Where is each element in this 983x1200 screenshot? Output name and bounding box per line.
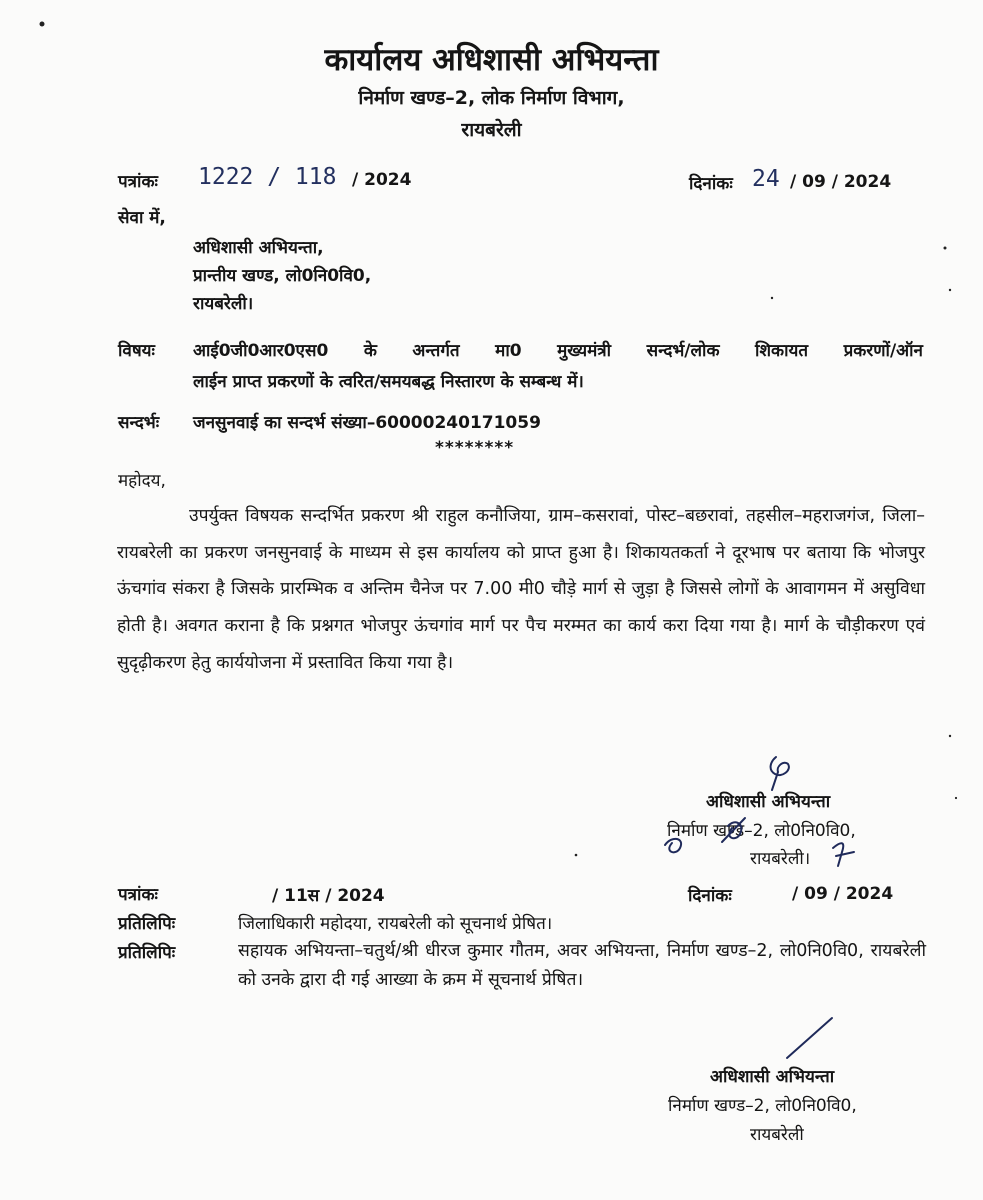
- endorsement-date-value: / 09 / 2024: [792, 884, 894, 904]
- ref-handwritten-number: 1222 / 118: [198, 164, 337, 190]
- date-handwritten-day: 24: [752, 166, 780, 192]
- endorsement-date-label: दिनांकः: [688, 886, 732, 906]
- office-title: कार्यालय अधिशासी अभियन्ता: [324, 42, 659, 78]
- ref-year: / 2024: [352, 170, 412, 190]
- separator-stars: ********: [435, 438, 515, 458]
- body-paragraph: उपर्युक्त विषयक सन्दर्भित प्रकरण श्री राहुल कनौजिया, ग्राम–कसरावां, पोस्ट–बछरावां, तहसील–महराजगंज, जिला–रायबरेली का प्रकरण जनसुनवाई के माध्यम से इस कार्यालय को प्राप्त हुआ है। शिकायतकर्ता ने दूरभाष पर बताया कि भोजपुर ऊंचगांव संकरा है जिसके प्रारम्भिक व अन्तिम चैनेज पर 7.00 मी0 चौड़े मार्ग से जुड़ा है जिससे लोगों के आवागमन में असुविधा होती है। अवगत कराना है कि प्रश्नगत भोजपुर ऊंचगांव मार्ग पर पैच मरम्मत का कार्य करा दिया गया है। मार्ग के चौड़ीकरण एवं सुदृढ़ीकरण हेतु कार्ययोजना में प्रस्तावित किया गया है।: [117, 506, 925, 673]
- sign1-city: रायबरेली।: [750, 849, 811, 869]
- sign2-designation: अधिशासी अभियन्ता: [710, 1067, 835, 1087]
- subject-line-1: आई0जी0आर0एस0 के अन्तर्गत मा0 मुख्यमंत्री सन्दर्भ/लोक शिकायत प्रकरणों/ऑन: [193, 341, 923, 361]
- copy-label-1: प्रतिलिपिः: [118, 914, 176, 934]
- recipient-line-2: प्रान्तीय खण्ड, लो0नि0वि0,: [193, 266, 372, 286]
- endorsement-ref-label: पत्रांकः: [118, 885, 158, 905]
- sign1-division: निर्माण खण्ड–2, लो0नि0वि0,: [667, 821, 856, 841]
- copy-1-text: जिलाधिकारी महोदया, रायबरेली को सूचनार्थ प्रेषित।: [238, 914, 553, 934]
- ref-label: पत्रांकः: [118, 172, 158, 192]
- sign2-division: निर्माण खण्ड–2, लो0नि0वि0,: [668, 1096, 857, 1116]
- greeting: महोदय,: [118, 471, 166, 491]
- reference-label: सन्दर्भः: [118, 413, 160, 433]
- copy-label-2: प्रतिलिपिः: [118, 943, 176, 963]
- subject-label: विषयः: [118, 341, 155, 361]
- header-city: रायबरेली: [461, 119, 522, 141]
- signature-scribble-1: [771, 757, 789, 790]
- subject-line-2: लाईन प्राप्त प्रकरणों के त्वरित/समयबद्ध निस्तारण के सम्बन्ध में।: [193, 372, 584, 392]
- copy-2-text: सहायक अभियन्ता–चतुर्थ/श्री धीरज कुमार गौतम, अवर अभियन्ता, निर्माण खण्ड–2, लो0नि0वि0, रायबरेली को उनके द्वारा दी गई आख्या के क्रम में सूचनार्थ प्रेषित।: [238, 941, 926, 990]
- signature-scribble-5: [787, 1018, 832, 1058]
- signature-scribble-4: [833, 843, 854, 866]
- reference-text: जनसुनवाई का सन्दर्भ संख्या–60000240171059: [193, 413, 541, 433]
- date-printed: / 09 / 2024: [790, 172, 892, 192]
- division-line: निर्माण खण्ड–2, लोक निर्माण विभाग,: [358, 87, 625, 109]
- recipient-line-1: अधिशासी अभियन्ता,: [193, 238, 324, 258]
- sign1-designation: अधिशासी अभियन्ता: [706, 792, 831, 812]
- date-label: दिनांकः: [689, 174, 733, 194]
- recipient-line-3: रायबरेली।: [193, 294, 254, 314]
- sign2-city: रायबरेली: [750, 1125, 804, 1145]
- salutation: सेवा में,: [118, 208, 166, 228]
- endorsement-ref-value: / 11स / 2024: [272, 886, 385, 906]
